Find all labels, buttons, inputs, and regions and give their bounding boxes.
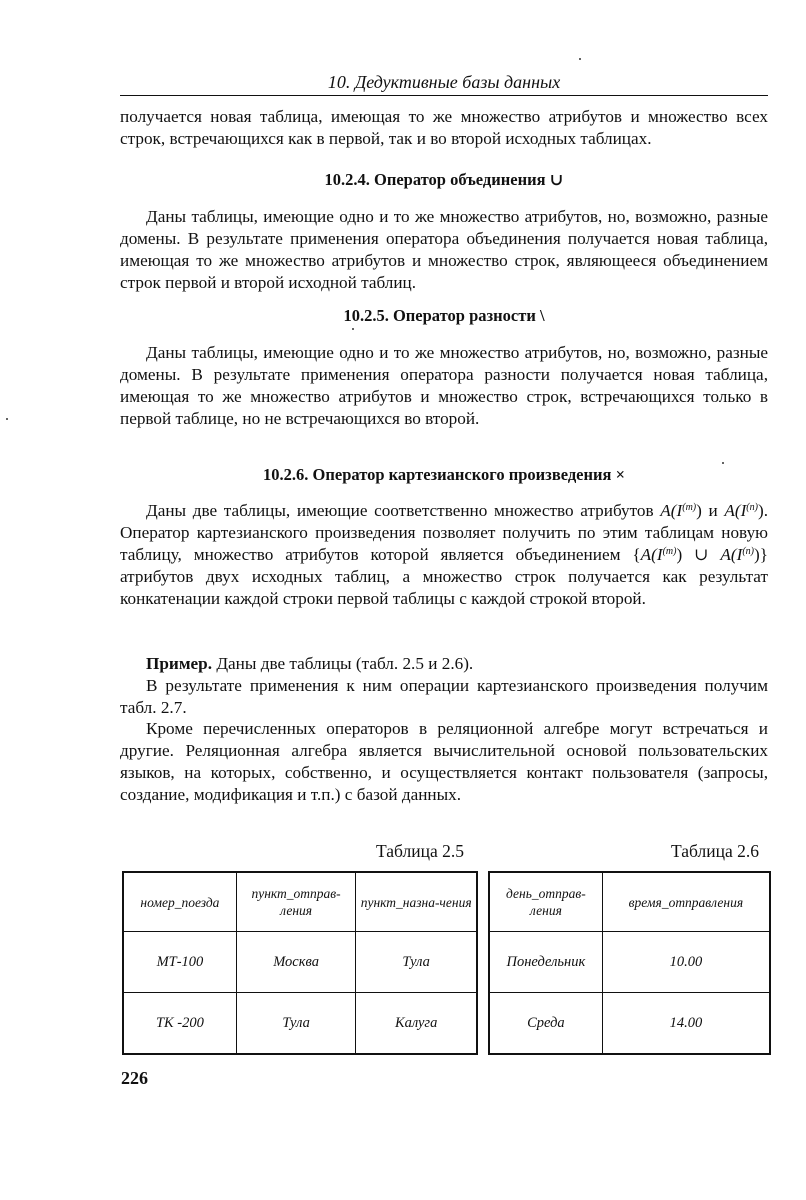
table-cell: Среда <box>489 993 602 1055</box>
header-cell: пункт_назна-чения <box>356 872 477 932</box>
table-cell: 10.00 <box>602 932 770 993</box>
section-heading-difference: 10.2.5. Оператор разности \ <box>343 306 545 325</box>
scan-speck <box>352 328 354 330</box>
table-2-6-caption: Таблица 2.6 <box>671 841 759 861</box>
section-heading-union: 10.2.4. Оператор объединения ∪ <box>324 170 564 189</box>
difference-paragraph: Даны таблицы, имеющие одно и то же множество атрибутов, но, возможно, разные домены. В результате применения оператора разности получается новая таблица, имеющая то же множество атрибутов и множество строк, встречающихся только в первой таблице, но не встречающихся во второй. <box>120 343 768 428</box>
section-heading-cartesian: 10.2.6. Оператор картезианского произведения × <box>263 465 625 484</box>
table-cell: ТК -200 <box>123 993 236 1055</box>
header-cell: день_отправ-ления <box>489 872 602 932</box>
table-row <box>489 932 770 993</box>
table-cell: 14.00 <box>602 993 770 1055</box>
scan-speck <box>6 418 8 420</box>
example-paragraph: Пример. Даны две таблицы (табл. 2.5 и 2.6). <box>146 654 474 673</box>
table-2-6 <box>488 871 771 1055</box>
table-2-5 <box>122 871 478 1055</box>
table-cell: Калуга <box>356 993 477 1055</box>
table-header-row <box>489 872 770 932</box>
table-cell: Тула <box>356 932 477 993</box>
table-row <box>489 993 770 1055</box>
cartesian-paragraph: Даны две таблицы, имеющие соответственно множество атрибутов $A(I^{(m)})$ и $A(I^{(n)})$. Оператор картезианского произведения позволяет получить по этим таблицам новую таблицу, множество атрибутов которой является объединением {$A(I^{(m)})$ ∪ $A(I^{(n)})$} атрибутов двух исходных таблиц, а множество строк получается как результат конкатенации каждой строки первой таблицы с каждой строкой второй. <box>120 501 768 608</box>
running-head: 10. Дедуктивные базы данных <box>120 72 768 96</box>
table-header-row <box>123 872 477 932</box>
example-result-paragraph: В результате применения к ним операции картезианского произведения получим табл. 2.7. <box>120 676 768 717</box>
table-cell: Понедельник <box>489 932 602 993</box>
table-cell: МТ-100 <box>123 932 236 993</box>
header-cell: номер_поезда <box>123 872 236 932</box>
union-paragraph: Даны таблицы, имеющие одно и то же множество атрибутов, но, возможно, разные домены. В результате применения оператора объединения получается новая таблица, имеющая то же множество атрибутов и множество строк, являющееся объединением строк первой и второй исходной таблиц. <box>120 207 768 292</box>
table-cell: Москва <box>236 932 355 993</box>
scan-speck <box>579 58 581 60</box>
example-label: Пример. <box>146 654 213 673</box>
closing-paragraph: Кроме перечисленных операторов в реляционной алгебре могут встречаться и другие. Реляционная алгебра является вычислительной основой пользовательских языков, на которых, собственно, и осуществляется контакт пользователя (запросы, создание, модификация и т.п.) с базой данных. <box>120 719 768 804</box>
table-row <box>123 932 477 993</box>
header-cell: время_отправления <box>602 872 770 932</box>
header-cell: пункт_отправ-ления <box>236 872 355 932</box>
intro-paragraph: получается новая таблица, имеющая то же множество атрибутов и множество всех строк, встречающихся как в первой, так и во второй исходных таблицах. <box>120 107 768 148</box>
page-number: 226 <box>121 1068 148 1088</box>
table-2-5-caption: Таблица 2.5 <box>376 841 464 861</box>
scan-speck <box>722 462 724 464</box>
table-row <box>123 993 477 1055</box>
table-cell: Тула <box>236 993 355 1055</box>
